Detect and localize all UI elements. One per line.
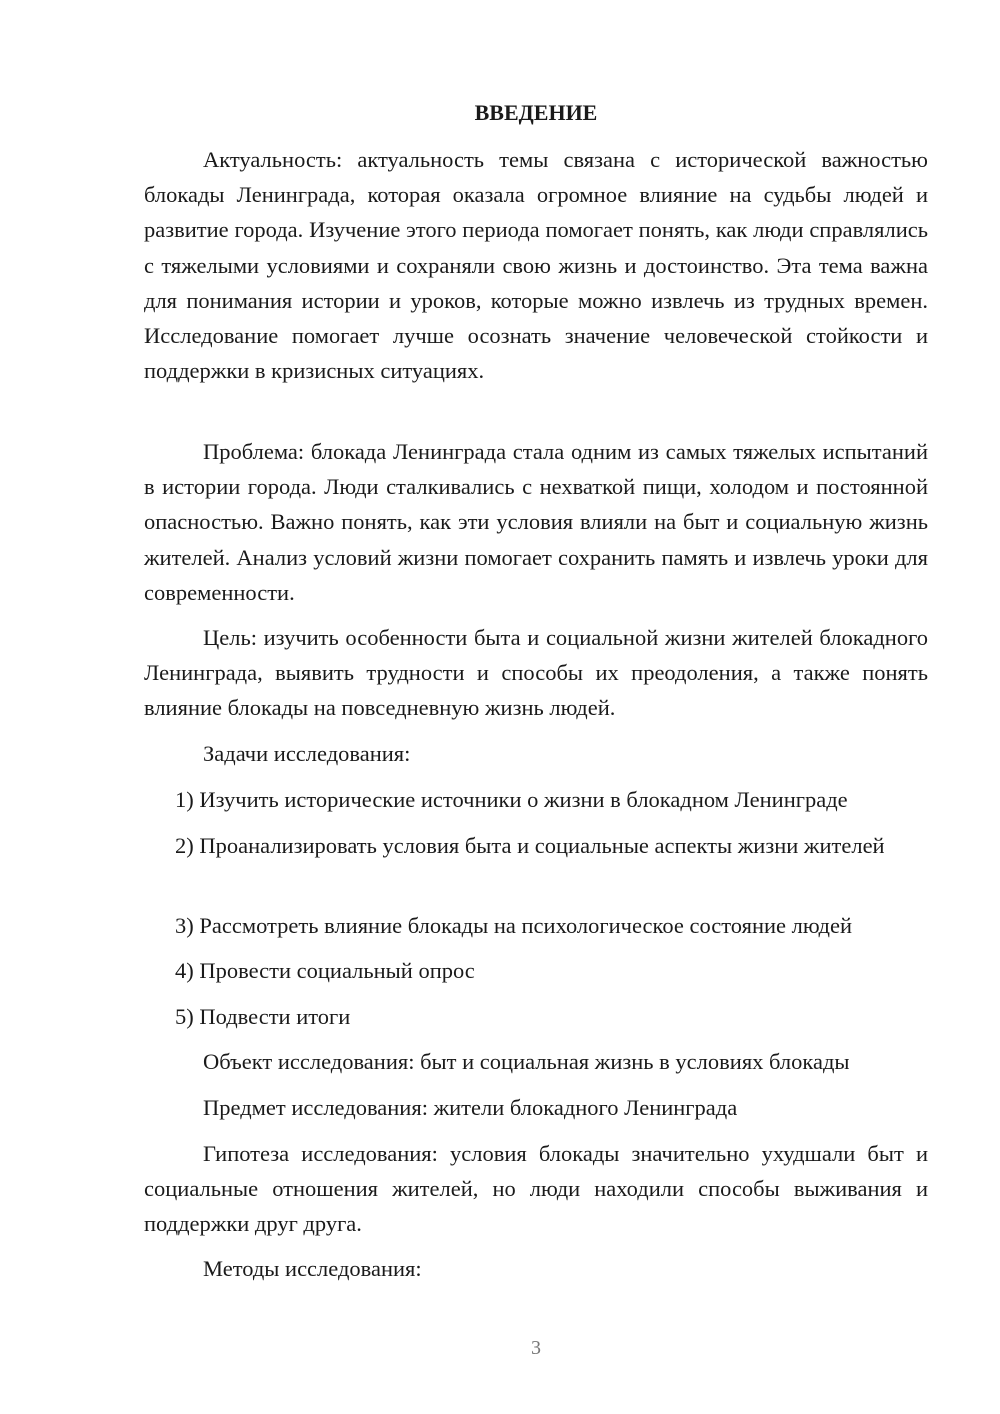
task-item-5: 5) Подвести итоги (175, 1004, 351, 1029)
methods-heading: Методы исследования: (203, 1256, 422, 1281)
subject-paragraph: Предмет исследования: жители блокадного Ленинграда (203, 1095, 738, 1120)
goal-paragraph: Цель: изучить особенности быта и социальной жизни жителей блокадного Ленинграда, выявить трудности и способы их преодоления, а также понять влияние блокады на повседневную жизнь людей. (144, 625, 928, 721)
document-page (144, 0, 928, 1414)
problem-paragraph: Проблема: блокада Ленинграда стала одним из самых тяжелых испытаний в истории города. Люди сталкивались с нехваткой пищи, холодом и постоянной опасностью. Важно понять, как эти условия влияли на быт и социальную жизнь жителей. Анализ условий жизни помогает сохранить память и извлечь уроки для современности. (144, 439, 928, 605)
task-item-3: 3) Рассмотреть влияние блокады на психологическое состояние людей (175, 913, 853, 938)
page-title: ВВЕДЕНИЕ (474, 100, 598, 125)
task-item-2: 2) Проанализировать условия быта и социальные аспекты жизни жителей (175, 833, 885, 858)
object-paragraph: Объект исследования: быт и социальная жизнь в условиях блокады (203, 1049, 850, 1074)
relevance-paragraph: Актуальность: актуальность темы связана с исторической важностью блокады Ленинграда, которая оказала огромное влияние на судьбы людей и развитие города. Изучение этого периода помогает понять, как люди справлялись с тяжелыми условиями и сохраняли свою жизнь и достоинство. Эта тема важна для понимания истории и уроков, которые можно извлечь из трудных времен. Исследование помогает лучше осознать значение человеческой стойкости и поддержки в кризисных ситуациях. (144, 147, 928, 384)
page-number: 3 (531, 1337, 541, 1359)
task-item-4: 4) Провести социальный опрос (175, 958, 475, 983)
hypothesis-paragraph: Гипотеза исследования: условия блокады значительно ухудшали быт и социальные отношения жителей, но люди находили способы выживания и поддержки друг друга. (144, 1141, 928, 1237)
task-item-1: 1) Изучить исторические источники о жизни в блокадном Ленинграде (175, 787, 848, 812)
tasks-heading: Задачи исследования: (203, 741, 411, 766)
